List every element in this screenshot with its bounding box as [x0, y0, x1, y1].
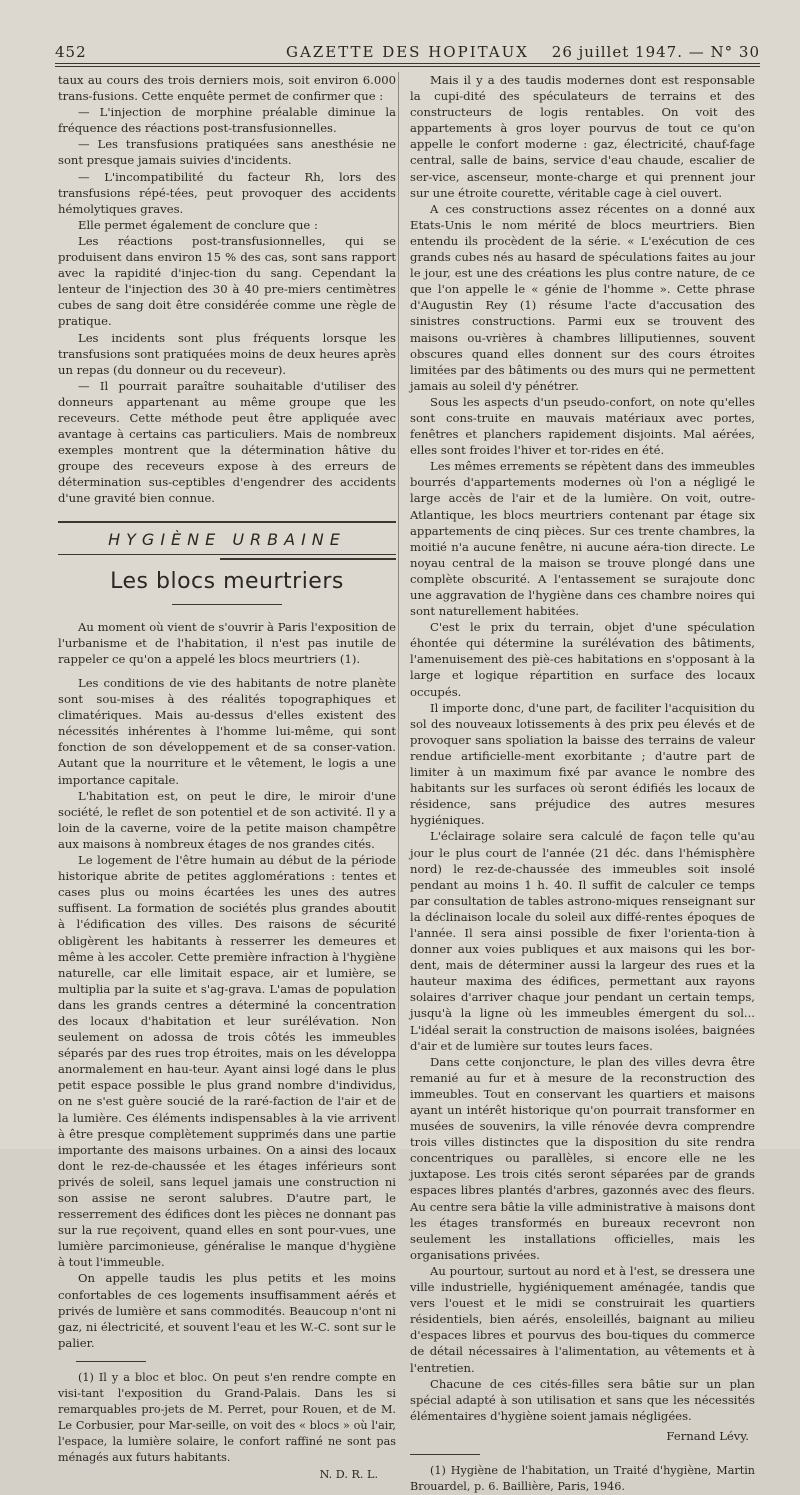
- paragraph: C'est le prix du terrain, objet d'une spéculation éhontée qui détermine la surélévation des bâtiments, l'amenuisement des piè-ces habitations en s'opposant à la large et logique répartition en surface des locaux occupés.: [410, 620, 755, 699]
- paragraph: L'éclairage solaire sera calculé de façon telle qu'au jour le plus court de l'année (21 déc. dans l'hémisphère nord) le rez-de-chaussée des immeubles soit insolé pendant au moins 1 h. 40. Il suffit de calculer ce temps par consultation de tables astrono-miques renseignant sur la déclinaison locale du soleil aux diffé-rentes époques de l'année. Il sera ainsi possible de fixer l'orienta-tion à donner aux voies publiques et aux maisons qui les bor-dent, mais de déterminer aussi la largeur des rues et la hauteur maxima des édifices, permettant aux rayons solaires d'arriver chaque jour pendant un certain temps, jusqu'à la ligne où les immeubles émergent du sol... L'idéal serait la construction de maisons isolées, baignées d'air et de lumière sur toutes leurs faces.: [410, 829, 755, 1053]
- section-heading: HYGIÈNE URBAINE: [108, 529, 346, 549]
- page-number: 452: [55, 43, 87, 61]
- footnote-rule: [76, 1361, 146, 1362]
- footnote-rule: [410, 1454, 480, 1455]
- article-title: Les blocs meurtriers: [110, 568, 344, 594]
- paragraph: — L'incompatibilité du facteur Rh, lors des transfusions répé-tées, peut provoquer des accidents hémolytiques graves.: [58, 169, 396, 216]
- paragraph: — L'injection de morphine préalable diminue la fréquence des réactions post-transfusionnelles.: [58, 105, 396, 136]
- footnote: (1) Hygiène de l'habitation, un Traité d'hygiène, Martin Brouardel, p. 6. Baillière, Paris, 1946.: [410, 1463, 755, 1494]
- header-rule-thin: [55, 66, 760, 67]
- section-rule-top: [58, 521, 396, 526]
- paragraph: Les incidents sont plus fréquents lorsque les transfusions sont pratiquées moins de deux heures après un repas (du donneur ou du receveur).: [58, 330, 396, 377]
- section-rule-accent: [220, 558, 396, 560]
- paragraph: Dans cette conjoncture, le plan des villes devra être remanié au fur et à mesure de la reconstruction des immeubles. Tout en conservant les quartiers et maisons ayant un intérêt historique qu'on pourrait transformer en musées de souvenirs, la ville rénovée devra comprendre trois villes distinctes que la disposition du site rendra concentriques ou parallèles, si encore elle ne les juxtapose. Les trois cités seront séparées par de grands espaces libres plantés d'arbres, gazonnés avec des fleurs. Au centre sera bâtie la ville administrative à maisons dont les étages transformés en bureaux recevront non seulement les installations officielles, mais les organisations privées.: [410, 1054, 755, 1262]
- paragraph: A ces constructions assez récentes on a donné aux Etats-Unis le nom mérité de blocs meurtriers. Bien entendu ils procèdent de la série. « L'exécution de ces grands cubes nés au hasard de spéculations faites au jour le jour, est une des créations les plus contre nature, de ce que l'on appelle le « génie de l'homme ». Cette phrase d'Augustin Rey (1) résume l'acte d'accusation des sinistres constructions. Parmi eux se trouvent des maisons ou-vrières à chambres lilliputiennes, souvent obscures quand elles donnent sur des cours étroites limitées par des bâtiments ou des murs qui ne permettent jamais au soleil d'y pénétrer.: [410, 201, 755, 393]
- paragraph: taux au cours des trois derniers mois, soit environ 6.000 trans-fusions. Cette enquête permet de confirmer que :: [58, 73, 396, 104]
- title-rule: [172, 604, 282, 605]
- author-signature: Fernand Lévy.: [666, 1428, 749, 1443]
- paragraph: Au pourtour, surtout au nord et à l'est, se dressera une ville industrielle, hygiéniquement aménagée, tandis que vers l'ouest et le midi se construirait les quartiers résidentiels, bien aérés, ensoleillés, baignant au milieu d'espaces libres et pourvus des bou-tiques du commerce de détail nécessaires à l'alimentation, au vêtements et à l'entretien.: [410, 1263, 755, 1375]
- footnote-signature: N. D. R. L.: [319, 1467, 378, 1481]
- section-rule-bottom: [58, 554, 396, 555]
- article-paragraph: Au moment où vient de s'ouvrir à Paris l'exposition de l'urbanisme et de l'habitation, il n'est pas inutile de rappeler ce qu'on a appelé les blocs meurtriers (1).: [58, 619, 396, 666]
- running-header: [55, 43, 760, 61]
- paragraph: Les réactions post-transfusionnelles, qui se produisent dans environ 15 % des cas, sont sans rapport avec la rapidité d'injec-tion du sang. Cependant la lenteur de l'injection des 30 à 40 pre-miers centimètres cubes de sang doit être considérée comme une règle de pratique.: [58, 233, 396, 329]
- paragraph: — Les transfusions pratiquées sans anesthésie ne sont presque jamais suivies d'incidents.: [58, 137, 396, 168]
- paragraph: Sous les aspects d'un pseudo-confort, on note qu'elles sont cons-truite en mauvais matériaux avec portes, fenêtres et planchers rapidement disjoints. Mal aérées, elles sont froides l'hiver et tor-rides en été.: [410, 394, 755, 458]
- article-paragraph: Les conditions de vie des habitants de notre planète sont sou-mises à des réalités topographiques et climatériques. Mais au-dessus d'elles existent des nécessités inhérentes à l'homme lui-même, qui sont fonction de son développement et de sa conser-vation. Autant que la nourriture et le vêtement, le logis a une importance capitale.: [58, 676, 396, 787]
- section-heading-block: [58, 521, 396, 560]
- paragraph: Elle permet également de conclure que :: [78, 217, 318, 232]
- article-paragraph: On appelle taudis les plus petits et les moins confortables de ces logements insuffisamment aérés et privés de lumière et sans commodités. Beaucoup n'ont ni gaz, ni électricité, et souvent l'eau et les W.-C. sont sur le palier.: [58, 1271, 396, 1350]
- left-column: [58, 72, 396, 1483]
- issue-date: 26 juillet 1947. — N° 30: [551, 43, 760, 61]
- paragraph: — Il pourrait paraître souhaitable d'utiliser des donneurs appartenant au même groupe que les receveurs. Cette méthode peut être appliquée avec avantage à certains cas particuliers. Mais de nombreux exemples montrent que la détermination hâtive du groupe des receveurs expose à des erreurs de détermination sus-ceptibles d'engendrer des accidents d'une gravité bien connue.: [58, 378, 396, 506]
- paragraph: Il importe donc, d'une part, de faciliter l'acquisition du sol des nouveaux lotissements à des prix peu élevés et de provoquer sans spoliation la baisse des terrains de valeur rendue artificielle-ment exorbitante ; d'autre part de limiter à un maximum fixé par avance le nombre des habitants sur les surfaces où seront édifiés les locaux de résidence, sans préjudice des autres mesures hygiéniques.: [410, 700, 755, 828]
- article-paragraph: Le logement de l'être humain au début de la période historique abrite de petites agglomérations : tentes et cases plus ou moins écartées les unes des autres suffisent. La formation de sociétés plus grandes aboutit à l'édification des villes. Des raisons de sécurité obligèrent les habitants à resserrer les demeures et même à les accoler. Cette première infraction à l'hygiène naturelle, car elle limitait espace, air et lumière, se multiplia par la suite et s'ag-grava. L'amas de population dans les grands centres a déterminé la concentration des locaux d'habitation et leur surélévation. Non seulement on adossa de trois côtés les immeubles séparés par des rues trop étroites, mais on les développa anormalement en hau-teur. Ayant ainsi logé dans le plus petit espace possible le plus grand nombre d'individus, on ne s'est guère soucié de la raré-faction de l'air et de la lumière. Ces éléments indispensables à la vie arrivent à être presque complètement supprimés dans une partie importante des maisons urbaines. On a ainsi des locaux dont le rez-de-chaussée et les étages inférieurs sont privés de soleil, sans lequel jamais une construction ni son assise ne seront salubres. D'autre part, le resserrement des édifices dont les pièces ne donnant pas sur la rue reçoivent, quand elles en sont pour-vues, une lumière parcimonieuse, généralise le manque d'hygiène à tout l'immeuble.: [58, 853, 396, 1270]
- article-paragraph: L'habitation est, on peut le dire, le miroir d'une société, le reflet de son potentiel et de son activité. Il y a loin de la caverne, voire de la petite maison champêtre aux maisons à nombreux étages de nos grandes cités.: [58, 788, 396, 851]
- column-divider: [398, 72, 399, 1122]
- header-rule: [55, 63, 760, 64]
- paragraph: Les mêmes errements se répètent dans des immeubles bourrés d'appartements modernes où l'on a négligé le large accès de l'air et de la lumière. On voit, outre-Atlantique, les blocs meurtriers contenant par étage six appartements de cinq pièces. Sur ces trente chambres, la moitié n'a aucune fenêtre, ni aucune aéra-tion directe. Le noyau central de la maison se trouve plongé dans une complète obscurité. A l'entassement se surajoute donc une aggravation de l'hygiène dans ces chambre noires qui sont naturellement habitées.: [410, 459, 755, 619]
- journal-title: GAZETTE DES HOPITAUX: [286, 43, 529, 61]
- paragraph: Chacune de ces cités-filles sera bâtie sur un plan spécial adapté à son utilisation et sans que les nécessités élémentaires d'hygiène soient jamais négligées.: [410, 1376, 755, 1423]
- footnote: (1) Il y a bloc et bloc. On peut s'en rendre compte en visi-tant l'exposition du Grand-Palais. Dans les si remarquables pro-jets de M. Perret, pour Rouen, et de M. Le Corbusier, pour Mar-seille, on voit des « blocs » où l'air, l'espace, la lumière solaire, le confort raffiné ne sont pas ménagés aux futurs habitants.: [58, 1370, 396, 1465]
- right-column: [410, 72, 755, 1495]
- paragraph: Mais il y a des taudis modernes dont est responsable la cupi-dité des spéculateurs de terrains et des constructeurs de logis rentables. On voit des appartements à gros loyer pourvus de tout ce qu'on appelle le confort moderne : gaz, électricité, chauf-fage central, salle de bains, service d'eau chaude, escalier de ser-vice, ascenseur, monte-charge et qui prennent jour sur une étroite courette, véritable cage à ciel ouvert.: [410, 73, 755, 200]
